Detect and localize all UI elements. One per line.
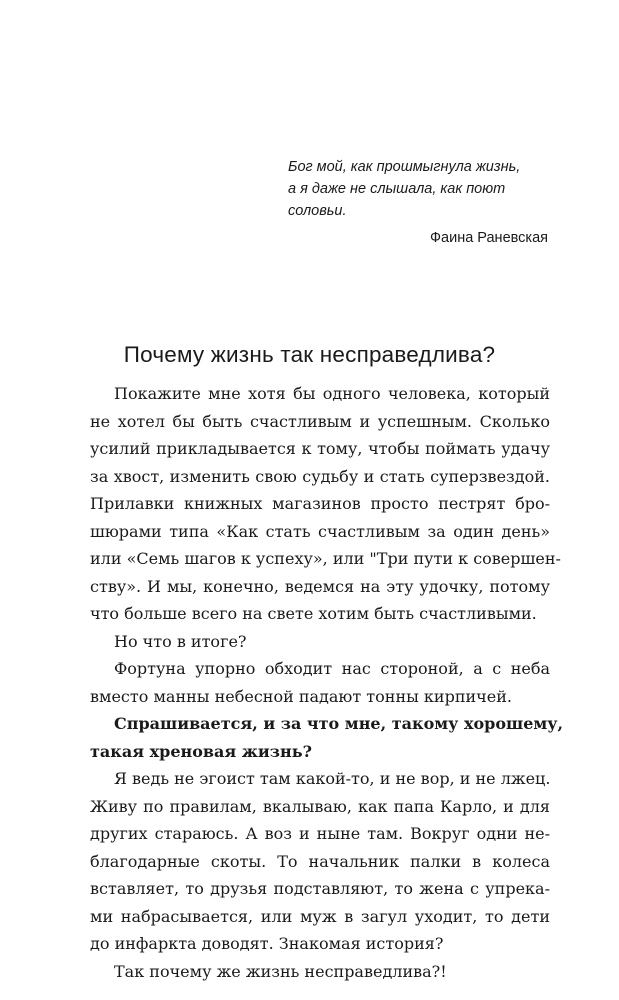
text-line: шюрами типа «Как стать счастливым за один день» — [90, 521, 550, 541]
epigraph-author: Фаина Раневская — [430, 230, 548, 246]
text-line: ми набрасывается, или муж в загул уходит, то дети — [90, 906, 550, 926]
text-line: или «Семь шагов к успеху», или "Три пути к совершен- — [90, 549, 561, 568]
text-line: Но что в итоге? — [114, 631, 247, 651]
text-line: Живу по правилам, вкалываю, как папа Карло, и для — [90, 796, 550, 816]
chapter-title: Почему жизнь так несправедлива? — [123, 342, 496, 367]
text-line: Покажите мне хотя бы одного человека, который — [114, 384, 550, 403]
paragraph — [90, 765, 550, 958]
text-line: усилий прикладывается к тому, чтобы поймать удачу — [90, 439, 550, 458]
text-line: до инфаркта доводят. Знакомая история? — [90, 934, 444, 953]
text-line: других стараюсь. А воз и ныне там. Вокруг одни не- — [90, 824, 550, 843]
bold-paragraph — [90, 710, 564, 765]
body-text — [90, 380, 564, 985]
text-line: Спрашивается, и за что мне, такому хорошему, — [114, 714, 564, 733]
text-line: Прилавки книжных магазинов просто пестрят бро- — [90, 494, 550, 513]
text-line: Так почему же жизнь несправедлива?! — [114, 961, 447, 981]
epigraph-line: а я даже не слышала, как поют — [288, 181, 506, 197]
epigraph-line: Бог мой, как прошмыгнула жизнь, — [288, 159, 521, 175]
text-line: Фортуна упорно обходит нас стороной, а с неба — [114, 659, 550, 678]
text-line: ству». И мы, конечно, ведемся на эту удочку, потому — [90, 576, 550, 596]
text-line: вместо манны небесной падают тонны кирпичей. — [90, 686, 512, 706]
text-line: Я ведь не эгоист там какой-то, и не вор, и не лжец. — [114, 769, 551, 788]
text-line: не хотел бы быть счастливым и успешным. Сколько — [90, 411, 550, 431]
paragraph — [90, 958, 550, 986]
text-line: такая хреновая жизнь? — [90, 741, 312, 761]
text-line: благодарные скоты. То начальник палки в колеса — [90, 851, 550, 871]
epigraph — [288, 156, 548, 249]
text-line: за хвост, изменить свою судьбу и стать суперзвездой. — [90, 466, 550, 486]
paragraph — [90, 380, 561, 628]
paragraph — [90, 628, 550, 656]
text-line: что больше всего на свете хотим быть счастливыми. — [90, 604, 537, 623]
epigraph-line: соловьи. — [288, 203, 347, 219]
text-line: вставляет, то друзья подставляют, то жена с упрека- — [90, 879, 550, 898]
paragraph — [90, 655, 550, 710]
